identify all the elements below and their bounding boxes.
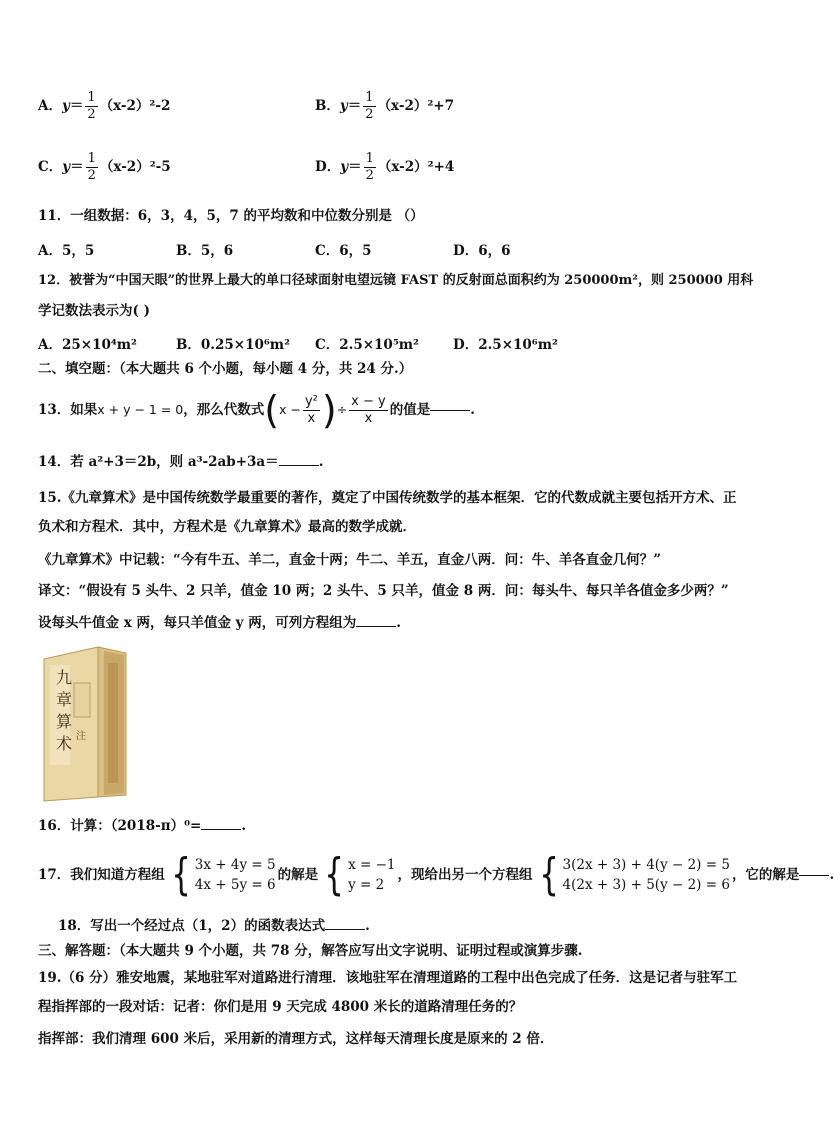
section-3-heading: 三、解答题：（本大题共 9 个小题，共 78 分，解答应写出文字说明、证明过程或演算步骤. [38, 943, 583, 959]
q15-line3: 《九章算术》中记载：“今有牛五、羊二，直金十两；牛二、羊五，直金八两．问：牛、羊各直金几何？” [38, 552, 662, 568]
q12-stem-line1: 12．被誉为“中国天眼”的世界上最大的单口径球面射电望远镜 FAST 的反射面总面积约为 250000m²，则 250000 用科 [38, 273, 754, 288]
q14-answer-blank[interactable] [279, 465, 319, 466]
q12-option-c: C．2.5×10⁵m² [315, 337, 419, 353]
q15-line5: 设每头牛值金 x 两，每只羊值金 y 两，可列方程组为 . [38, 615, 401, 631]
q12-option-a: A．25×10⁴m² [38, 337, 137, 353]
q18: 18．写出一个经过点（1，2）的函数表达式 . [58, 918, 370, 934]
q10-option-a: A．y＝ $\frac{1}{2}$ （x-2）²-2 [38, 90, 171, 122]
book-title-char-1: 九 [56, 668, 73, 687]
section-2-heading: 二、填空题：（本大题共 6 个小题，每小题 4 分，共 24 分.） [38, 361, 413, 377]
svg-text:注: 注 [76, 731, 86, 742]
q18-answer-blank[interactable] [325, 929, 365, 930]
q11-option-c: C．6，5 [315, 243, 372, 259]
q13-condition: x + y − 1 = 0 [97, 402, 184, 417]
q10-option-c: C．y＝ $\frac{1}{2}$ （x-2）²-5 [38, 151, 171, 183]
q12-stem-line2: 学记数法表示为( ) [38, 303, 150, 319]
q12-option-b: B．0.25×10⁶m² [176, 337, 290, 353]
q10-option-b: B．y＝ $\frac{1}{2}$ （x-2）²+7 [315, 90, 454, 122]
q15-answer-blank[interactable] [356, 626, 396, 627]
q15-line2: 负术和方程术．其中，方程术是《九章算术》最高的数学成就． [38, 519, 416, 535]
q11-option-d: D．6，6 [453, 243, 511, 259]
q19-line2: 程指挥部的一段对话：记者：你们是用 9 天完成 4800 米长的道路清理任务的？ [38, 999, 523, 1015]
q11-stem: 11．一组数据：6，3，4，5，7 的平均数和中位数分别是 （） [38, 208, 424, 224]
q13: 13．如果 x + y − 1 = 0 ，那么代数式 ( x − $\frac{\text{y²}}{x}$ ) ÷ $\frac{x - y}{x}$ 的值是 . [38, 388, 475, 432]
q11-option-b: B．5，6 [176, 243, 234, 259]
q16: 16．计算：（2018-π）⁰= . [38, 818, 247, 834]
q12-option-d: D．2.5×10⁶m² [453, 337, 558, 353]
book-title-char-3: 算 [56, 712, 73, 731]
q10-option-d: D．y＝ $\frac{1}{2}$ （x-2）²+4 [315, 151, 455, 183]
q16-answer-blank[interactable] [201, 829, 241, 830]
q15-line4: 译文：“假设有 5 头牛、2 只羊，值金 10 两；2 头牛、5 只羊，值金 8 两．问：每头牛、每只羊各值金多少两？” [38, 583, 729, 599]
q17-solution: { x = −1 y = 2 [324, 849, 396, 900]
q17: 17．我们知道方程组 { 3x + 4y = 5 4x + 5y = 6 的解是 { x = −1 y = 2 ，现给出另一个方程组 { 3(2x + 3) + 4(y − 2) = 5 4(2x + 3) + 5(y − 2) = 6 ，它的解是 . [38, 849, 834, 900]
jiuzhang-suanshu-book-image [40, 643, 132, 803]
q14: 14．若 a²+3＝2b，则 a³-2ab+3a＝ . [38, 454, 324, 470]
q19-line1: 19.（6 分）雅安地震，某地驻军对道路进行清理．该地驻军在清理道路的工程中出色完成了任务．这是记者与驻军工 [38, 970, 738, 986]
q17-system-2: { 3(2x + 3) + 4(y − 2) = 5 4(2x + 3) + 5(y − 2) = 6 [538, 849, 730, 900]
book-title-char-4: 术 [56, 734, 73, 753]
q11-option-a: A．5，5 [38, 243, 95, 259]
q17-system-1: { 3x + 4y = 5 4x + 5y = 6 [170, 849, 276, 900]
q15-line1: 15.《九章算术》是中国传统数学最重要的著作，奠定了中国传统数学的基本框架．它的代数成就主要包括开方术、正 [38, 490, 737, 506]
book-title-char-2: 章 [56, 690, 73, 709]
q17-answer-blank[interactable] [799, 875, 829, 876]
q19-line3: 指挥部：我们清理 600 米后，采用新的清理方式，这样每天清理长度是原来的 2 倍． [38, 1031, 554, 1047]
q13-answer-blank[interactable] [430, 410, 470, 411]
